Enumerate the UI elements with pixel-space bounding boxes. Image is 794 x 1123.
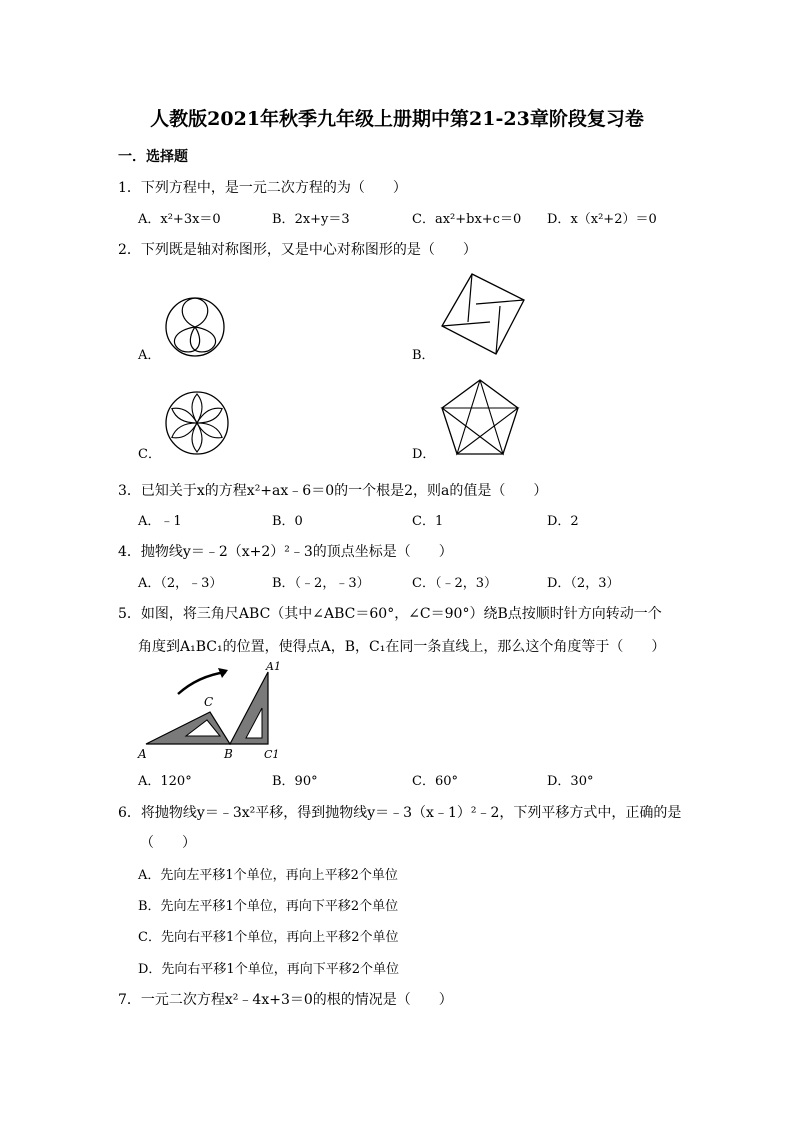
question-2-stem: 2．下列既是轴对称图形，又是中心对称图形的是（ ）: [118, 242, 477, 258]
q1-option-b: [272, 208, 350, 227]
q3-option-c: C．1: [412, 514, 444, 529]
q2-option-b-label: B．: [412, 348, 435, 363]
question-6-stem-line2: （ ）: [140, 835, 196, 851]
q5-option-a: A．120°: [138, 774, 192, 789]
point-c-label: C: [204, 695, 214, 709]
q4-option-d: D．（2，3）: [547, 576, 620, 591]
q4-option-b: B．（﹣2，﹣3）: [272, 576, 370, 591]
option-label: C．: [412, 212, 435, 227]
trefoil-circle-figure: [160, 292, 230, 362]
point-b-label: B: [224, 747, 233, 761]
section-heading: 一．选择题: [118, 149, 188, 165]
q2-option-c-label: C．: [138, 447, 161, 462]
q1-option-c: [412, 208, 521, 227]
question-1-stem: 1．下列方程中，是一元二次方程的为（ ）: [118, 180, 407, 196]
question-7-stem: 7．一元二次方程x²﹣4x+3＝0的根的情况是（ ）: [118, 992, 453, 1008]
question-5-stem-line2: 角度到A₁BC₁的位置，使得点A，B，C₁在同一条直线上，那么这个角度等于（ ）: [138, 639, 666, 655]
q3-option-b: B．0: [272, 514, 303, 529]
option-label: D．: [547, 212, 571, 227]
option-label: A．: [138, 212, 161, 227]
option-expression: 2x+y＝3: [294, 212, 350, 227]
option-expression: x（x²+2）＝0: [570, 212, 657, 227]
q3-option-a: A．﹣1: [138, 514, 182, 529]
q6-option-c: C．先向右平移1个单位，再向上平移2个单位: [138, 930, 399, 945]
q6-option-b: B．先向左平移1个单位，再向下平移2个单位: [138, 899, 399, 914]
q4-option-c: C．（﹣2，3）: [412, 576, 497, 591]
q6-option-a: A．先向左平移1个单位，再向上平移2个单位: [138, 868, 398, 883]
point-c1-label: C1: [264, 748, 280, 761]
six-petal-flower-figure: [160, 386, 234, 460]
q5-option-b: B．90°: [272, 774, 318, 789]
set-square-rotation-figure: [134, 656, 294, 764]
q5-option-d: D．30°: [547, 774, 594, 789]
question-5-stem-line1: 5．如图，将三角尺ABC（其中∠ABC＝60°，∠C＝90°）绕B点按顺时针方向转动一个: [118, 606, 662, 622]
option-expression: x²+3x＝0: [160, 212, 221, 227]
q1-option-a: [138, 208, 221, 227]
page-title: 人教版2021年秋季九年级上册期中第21-23章阶段复习卷: [150, 108, 644, 130]
q6-option-d: D．先向右平移1个单位，再向下平移2个单位: [138, 962, 399, 977]
q2-option-a-label: A．: [138, 348, 161, 363]
q5-option-c: C．60°: [412, 774, 458, 789]
rotation-arrow-icon: [178, 672, 226, 694]
question-3-stem: 3．已知关于x的方程x²+ax﹣6＝0的一个根是2，则a的值是（ ）: [118, 483, 548, 499]
pentagram-pentagon-figure: [438, 376, 522, 458]
q2-option-d-label: D．: [412, 447, 436, 462]
option-expression: ax²+bx+c＝0: [434, 212, 522, 227]
pinwheel-square-figure: [438, 270, 528, 358]
q1-option-d: [547, 208, 657, 227]
option-label: B．: [272, 212, 295, 227]
q3-option-d: D．2: [547, 514, 579, 529]
q4-option-a: A．（2，﹣3）: [138, 576, 223, 591]
point-a-label: A: [138, 747, 147, 761]
question-6-stem-line1: 6．将抛物线y＝﹣3x²平移，得到抛物线y＝﹣3（x﹣1）²﹣2，下列平移方式中，正确的是: [118, 805, 682, 821]
question-4-stem: 4．抛物线y＝﹣2（x+2）²﹣3的顶点坐标是（ ）: [118, 544, 453, 560]
point-a1-label: A1: [266, 660, 281, 673]
